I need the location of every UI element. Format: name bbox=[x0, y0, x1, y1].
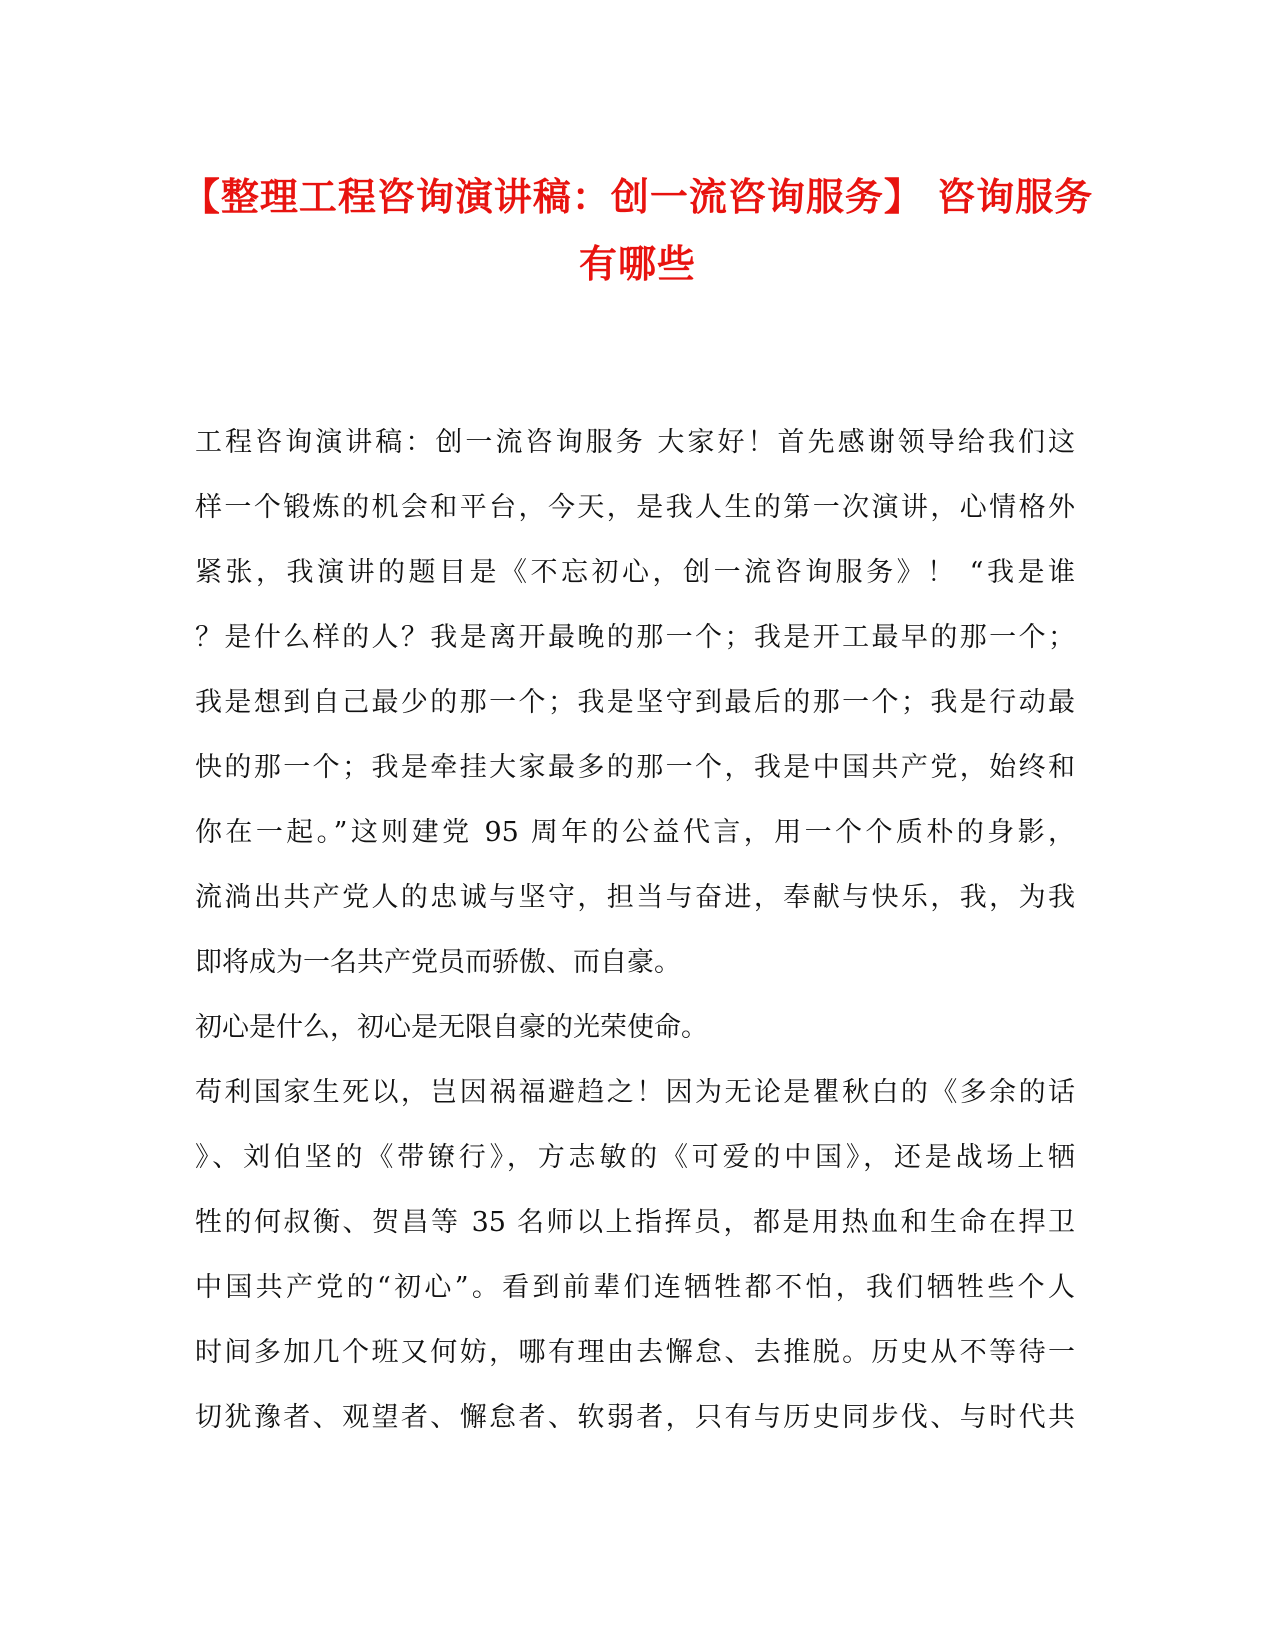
body-line: 》、刘伯坚的《带镣行》，方志敏的《可爱的中国》，还是战场上牺 bbox=[195, 1142, 1075, 1173]
document-title bbox=[180, 163, 1095, 297]
body-line: 你在一起。”这则建党 95 周年的公益代言，用一个个质朴的身影， bbox=[195, 817, 1075, 848]
body-line: 快的那一个；我是牵挂大家最多的那一个，我是中国共产党，始终和 bbox=[195, 752, 1075, 783]
body-line: 即将成为一名共产党员而骄傲、而自豪。 bbox=[195, 947, 681, 978]
title-line-1: 【整理工程咨询演讲稿：创一流咨询服务】 咨询服务 bbox=[181, 174, 1094, 219]
body-line: 我是想到自己最少的那一个；我是坚守到最后的那一个；我是行动最 bbox=[195, 687, 1075, 718]
body-line: 牲的何叔衡、贺昌等 35 名师以上指挥员，都是用热血和生命在捍卫 bbox=[195, 1207, 1075, 1238]
body-line: 切犹豫者、观望者、懈怠者、软弱者，只有与历史同步伐、与时代共 bbox=[195, 1402, 1075, 1433]
body-line: 样一个锻炼的机会和平台，今天，是我人生的第一次演讲，心情格外 bbox=[195, 492, 1075, 523]
document-body bbox=[195, 410, 1075, 1450]
body-line: ？是什么样的人？我是离开最晚的那一个；我是开工最早的那一个； bbox=[195, 622, 1075, 653]
body-line: 工程咨询演讲稿：创一流咨询服务 大家好！首先感谢领导给我们这 bbox=[195, 427, 1075, 458]
body-line: 紧张，我演讲的题目是《不忘初心，创一流咨询服务》！ “我是谁 bbox=[195, 557, 1075, 588]
title-line-2: 有哪些 bbox=[578, 241, 696, 286]
body-line: 初心是什么，初心是无限自豪的光荣使命。 bbox=[195, 1012, 708, 1043]
body-line: 时间多加几个班又何妨，哪有理由去懈怠、去推脱。历史从不等待一 bbox=[195, 1337, 1075, 1368]
body-line: 中国共产党的“初心”。看到前辈们连牺牲都不怕，我们牺牲些个人 bbox=[195, 1272, 1075, 1303]
body-line: 流淌出共产党人的忠诚与坚守，担当与奋进，奉献与快乐，我，为我 bbox=[195, 882, 1075, 913]
body-line: 苟利国家生死以，岂因祸福避趋之！因为无论是瞿秋白的《多余的话 bbox=[195, 1077, 1075, 1108]
